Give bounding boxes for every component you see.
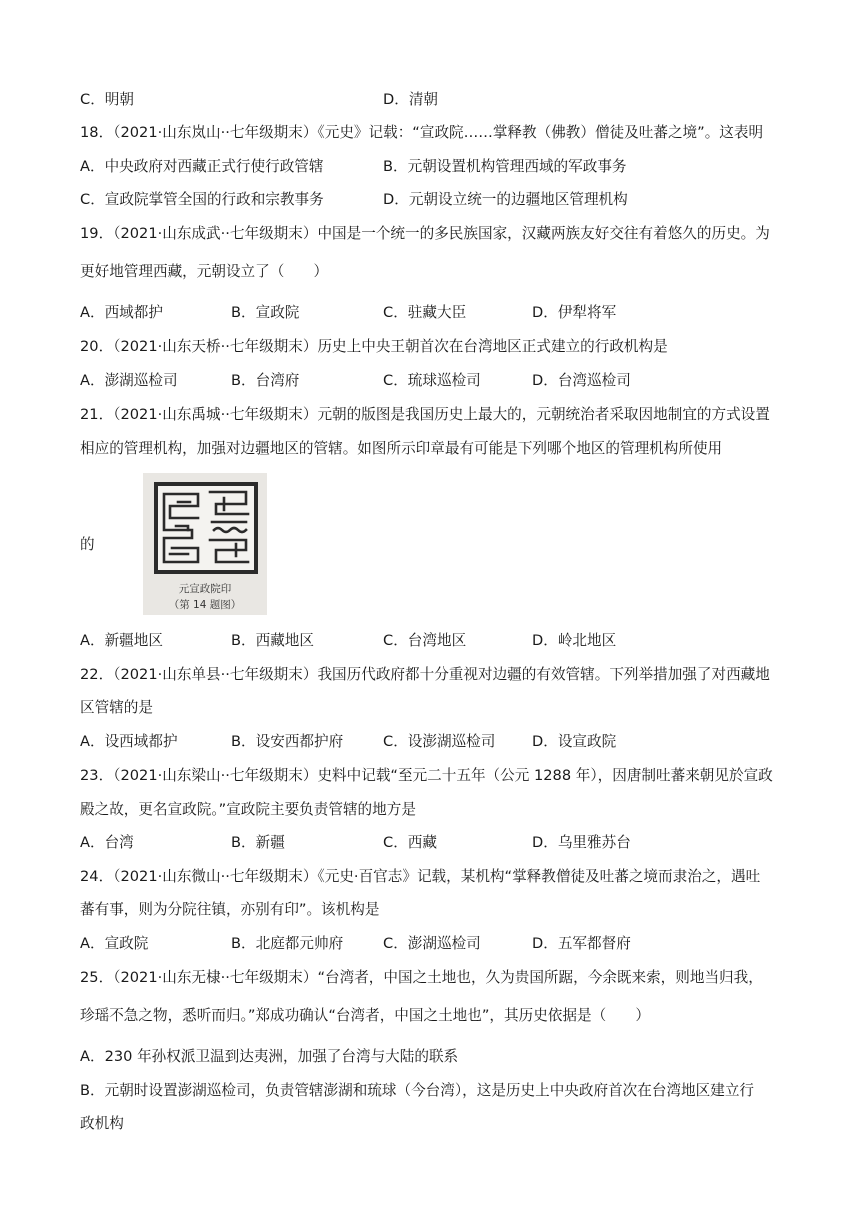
q21-stem-line-1: 21．（2021·山东禹城··七年级期末）元朝的版图是我国历史上最大的，元朝统治者采取因地制宜的方式设置 [80,406,770,423]
q25-stem-line-2: 珍瑶不急之物，悉听而归。”郑成功确认“台湾者，中国之土地也”，其历史依据是（ ） [80,1007,650,1024]
q24-option-c: C．澎湖巡检司 [383,935,481,952]
q23-option-d: D．乌里雅苏台 [532,834,631,851]
q18-option-c: C．宣政院掌管全国的行政和宗教事务 [80,191,324,208]
q22-stem-line-1: 22．（2021·山东单县··七年级期末）我国历代政府都十分重视对边疆的有效管辖。下列举措加强了对西藏地 [80,666,770,683]
q21-stem-line-3: 的 [80,536,95,553]
q17-option-d: D．清朝 [383,91,439,108]
q24-stem-line-1: 24．（2021·山东微山··七年级期末）《元史·百官志》记载，某机构“掌释教僧徒及吐蕃之境而隶治之，遇吐 [80,868,761,885]
q19-option-a: A．西域都护 [80,304,163,321]
seal-stamp-image [154,482,258,574]
q25-option-b-line-2: 政机构 [80,1115,124,1132]
seal-script-glyphs [158,486,254,570]
q20-option-c: C．琉球巡检司 [383,372,481,389]
q22-option-b: B．设安西都护府 [231,733,344,750]
q23-option-b: B．新疆 [231,834,285,851]
q24-stem-line-2: 蕃有事，则为分院往镇，亦别有印”。该机构是 [80,901,380,918]
q20-option-b: B．台湾府 [231,372,300,389]
q23-option-c: C．西藏 [383,834,437,851]
q21-option-a: A．新疆地区 [80,632,163,649]
q18-stem: 18．（2021·山东岚山··七年级期末）《元史》记载：“宣政院……掌释教（佛教）僧徒及吐蕃之境”。这表明 [80,124,764,141]
seal-figure [143,473,267,615]
q20-option-d: D．台湾巡检司 [532,372,631,389]
q25-stem-line-1: 25．（2021·山东无棣··七年级期末）“台湾者，中国之土地也，久为贵国所踞，今余既来索，则地当归我， [80,969,763,986]
q20-option-a: A．澎湖巡检司 [80,372,178,389]
q18-option-a: A．中央政府对西藏正式行使行政管辖 [80,158,324,175]
q20-stem: 20．（2021·山东天桥··七年级期末）历史上中央王朝首次在台湾地区正式建立的行政机构是 [80,338,668,355]
q19-option-d: D．伊犁将军 [532,304,617,321]
seal-caption-title: 元宣政院印 [178,583,232,595]
q22-option-d: D．设宣政院 [532,733,617,750]
q19-option-c: C．驻藏大臣 [383,304,467,321]
q21-option-c: C．台湾地区 [383,632,467,649]
q22-option-c: C．设澎湖巡检司 [383,733,496,750]
q22-option-a: A．设西域都护 [80,733,178,750]
q23-option-a: A．台湾 [80,834,134,851]
q25-option-b-line-1: B．元朝时设置澎湖巡检司，负责管辖澎湖和琉球（今台湾），这是历史上中央政府首次在台湾地区建立行 [80,1082,755,1099]
q25-option-a: A．230 年孙权派卫温到达夷洲，加强了台湾与大陆的联系 [80,1048,459,1065]
q18-option-d: D．元朝设立统一的边疆地区管理机构 [383,191,628,208]
q23-stem-line-1: 23．（2021·山东梁山··七年级期末）史料中记载“至元二十五年（公元 1288 年），因唐制吐蕃来朝见於宣政 [80,767,773,784]
q24-option-d: D．五军都督府 [532,935,631,952]
q19-stem-line-2: 更好地管理西藏，元朝设立了（ ） [80,263,329,280]
q19-option-b: B．宣政院 [231,304,300,321]
q24-option-b: B．北庭都元帅府 [231,935,344,952]
q24-option-a: A．宣政院 [80,935,149,952]
q21-stem-line-2: 相应的管理机构，加强对边疆地区的管辖。如图所示印章最有可能是下列哪个地区的管理机构所使用 [80,440,723,457]
q18-option-b: B．元朝设置机构管理西域的军政事务 [383,158,627,175]
q21-option-b: B．西藏地区 [231,632,314,649]
seal-caption-number: （第 14 题图） [168,599,242,611]
q23-stem-line-2: 殿之故，更名宣政院。”宣政院主要负责管辖的地方是 [80,801,416,818]
q22-stem-line-2: 区管辖的是 [80,699,153,716]
q19-stem-line-1: 19．（2021·山东成武··七年级期末）中国是一个统一的多民族国家，汉藏两族友好交往有着悠久的历史。为 [80,225,770,242]
q21-option-d: D．岭北地区 [532,632,617,649]
q17-option-c: C．明朝 [80,91,134,108]
